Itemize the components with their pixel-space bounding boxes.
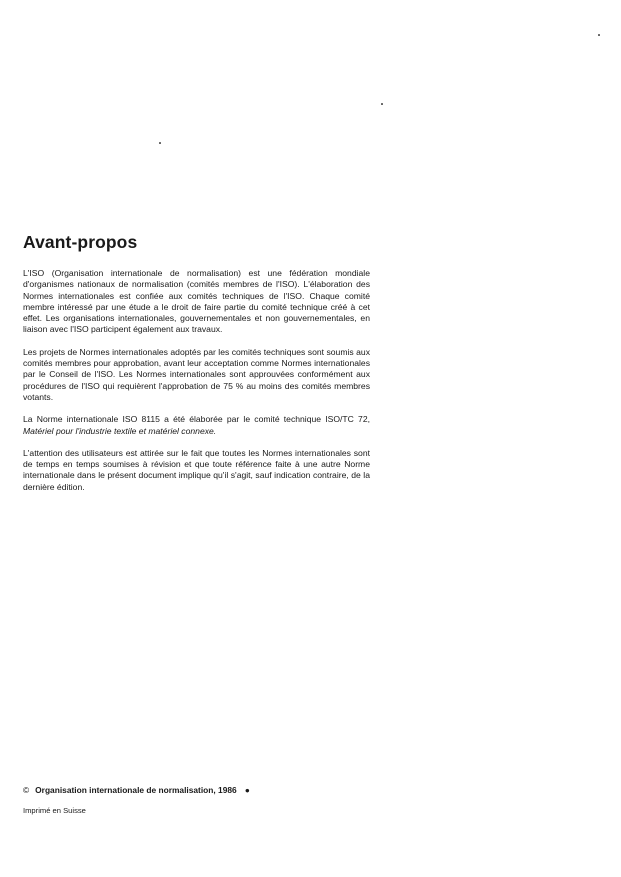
paragraph-committee	[23, 414, 370, 437]
paragraph-revision-notice: L'attention des utilisateurs est attirée sur le fait que toutes les Normes internationales sont de temps en temps soumises à révision et que toute référence faite à une autre Norme internationale dans le présent document implique qu'il s'agit, sauf indication contraire, de la dernière édition.	[23, 447, 370, 492]
printed-in-label: Imprimé en Suisse	[23, 806, 86, 815]
bullet-icon: ●	[244, 785, 250, 795]
copyright-line	[23, 785, 250, 795]
section-heading: Avant-propos	[23, 232, 138, 252]
scan-speck	[381, 103, 383, 105]
paragraph-approval-process: Les projets de Normes internationales adoptés par les comités techniques sont soumis aux comités membres pour approbation, avant leur acceptation comme Normes internationales par le Conseil de l'ISO. Les Normes internationales sont approuvées conformément aux procédures de l'ISO qui requièrent l'approbation de 75 % au moins des comités membres votants.	[23, 346, 370, 402]
copyright-symbol: ©	[23, 785, 30, 795]
committee-title: Matériel pour l'industrie textile et matériel connexe.	[23, 425, 217, 436]
foreword-body	[23, 268, 370, 504]
scan-speck	[159, 142, 161, 144]
paragraph-iso-description: L'ISO (Organisation internationale de normalisation) est une fédération mondiale d'organismes nationaux de normalisation (comités membres de l'ISO). L'élaboration des Normes internationales est confiée aux comités techniques de l'ISO. Chaque comité membre intéressé par une étude a le droit de faire partie du comité technique créé à cet effet. Les organisations internationales, gouvernementales et non gouvernementales, en liaison avec l'ISO participent également aux travaux.	[23, 268, 370, 335]
scan-speck	[598, 34, 600, 36]
committee-text: La Norme internationale ISO 8115 a été élaborée par le comité technique ISO/TC 72,	[23, 414, 370, 425]
copyright-text: Organisation internationale de normalisation, 1986	[35, 785, 237, 795]
